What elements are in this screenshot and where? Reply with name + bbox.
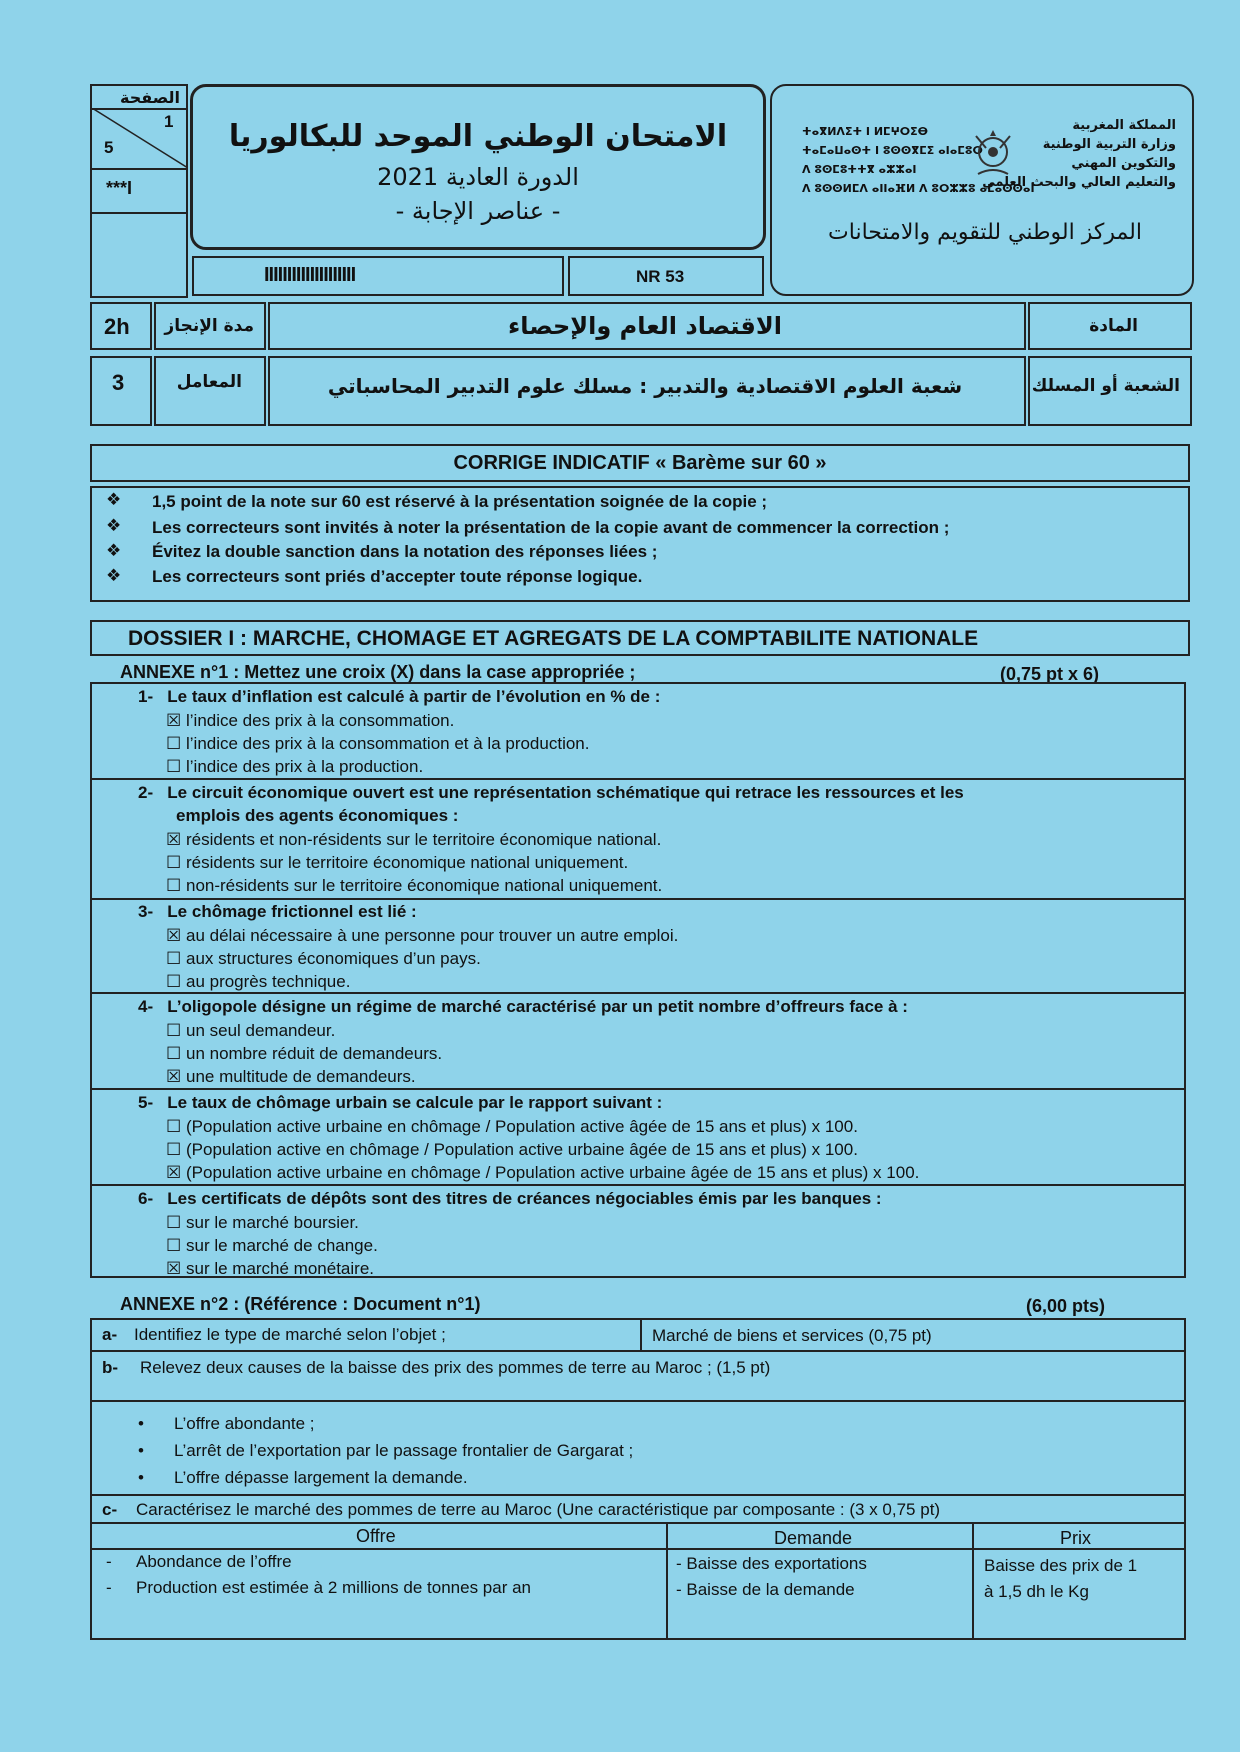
annexe2-points: (6,00 pts) [1026, 1296, 1106, 1316]
ref-code: NR 53 [636, 267, 685, 286]
table-header-offre: Offre [356, 1526, 396, 1546]
option[interactable]: ☐ sur le marché de change. [166, 1236, 378, 1255]
table-header-demande: Demande [774, 1528, 853, 1548]
exam-subtitle: - عناصر الإجابة - [395, 197, 561, 225]
coef-label: المعامل [176, 372, 242, 392]
option[interactable]: ☒ une multitude de demandeurs. [166, 1067, 416, 1086]
offre-dash: - [106, 1578, 112, 1597]
checkbox-empty-icon[interactable]: ☐ [166, 757, 182, 776]
option[interactable]: ☒ résidents et non-résidents sur le territoire économique national. [166, 830, 662, 849]
barcode-box [192, 256, 564, 296]
instruction-bullet: ❖ [106, 516, 122, 535]
branch: شعبة العلوم الاقتصادية والتدبير : مسلك علوم التدبير المحاسباتي [327, 374, 963, 398]
option[interactable]: ☐ (Population active en chômage / Population active urbaine âgée de 15 ans et plus) x 100. [166, 1140, 858, 1159]
subject: الاقتصاد العام والإحصاء [508, 312, 782, 340]
offre-item-2: Production est estimée à 2 millions de tonnes par an [136, 1578, 532, 1597]
page-diagonal [92, 108, 188, 168]
option[interactable]: ☐ résidents sur le territoire économique national uniquement. [166, 853, 629, 872]
duration-value-box [90, 302, 152, 350]
question-5: 5- Le taux de chômage urbain se calcule par le rapport suivant : [138, 1093, 663, 1112]
option[interactable]: ☐ non-résidents sur le territoire économique national uniquement. [166, 876, 663, 895]
ref-code-box [568, 256, 764, 296]
question-2-line2: emplois des agents économiques : [176, 806, 459, 825]
code-mark: ***I [106, 178, 133, 198]
tifinagh-text: ⵜⴰⴳⵍⴷⵉⵜ ⵏ ⵍⵎⵖⵔⵉⴱ ⵜⴰⵎⴰⵡⴰⵙⵜ ⵏ ⵓⵙⵙⴳⵎⵉ ⴰⵏⴰⵎⵓⵔ ⴷ ⵓⵙⵎⵓⵜⵜⴳ ⴰⵣⵣⴰⵏ ⴷ ⵓⵙⵙⵍⵎⴷ ⴰⵏⵏⴰⴼⵍ ⴷ ⵓⵔⵣⵣⵓ ⴰⵎⴰⵙⵙⴰⵏ [802, 125, 1035, 195]
option[interactable]: ☐ sur le marché boursier. [166, 1213, 359, 1232]
option[interactable]: ☐ un nombre réduit de demandeurs. [166, 1044, 443, 1063]
dossier-title: DOSSIER I : MARCHE, CHOMAGE ET AGREGATS DE LA COMPTABILITE NATIONALE [128, 627, 979, 650]
question-3: 3- Le chômage frictionnel est lié : [138, 902, 417, 921]
checkbox-checked-icon[interactable]: ☒ [166, 926, 182, 945]
checkbox-empty-icon[interactable]: ☐ [166, 949, 182, 968]
exam-title: الامتحان الوطني الموحد للبكالوريا [228, 119, 728, 154]
b-question: Relevez deux causes de la baisse des prix des pommes de terre au Maroc ; (1,5 pt) [140, 1358, 771, 1377]
subject-label: المادة [1089, 316, 1138, 336]
a-label: a- [102, 1325, 118, 1344]
annexe1-points: (0,75 pt x 6) [1000, 664, 1100, 684]
bullet-icon: • [138, 1441, 144, 1460]
branch-label: الشعبة أو المسلك [1031, 376, 1180, 396]
market-table [90, 1522, 1186, 1640]
c-question: Caractérisez le marché des pommes de terre au Maroc (Une caractéristique par composante : (3 x 0,75 pt) [136, 1500, 941, 1519]
offre-dash: - [106, 1552, 112, 1571]
duration-label: مدة الإنجاز [164, 316, 254, 336]
checkbox-empty-icon[interactable]: ☐ [166, 1021, 182, 1040]
option[interactable]: ☐ (Population active urbaine en chômage / Population active âgée de 15 ans et plus) x 100. [166, 1117, 858, 1136]
ministry-text: المملكة المغربية وزارة التربية الوطنية والتكوين المهني والتعليم العالي والبحث العلمي [982, 118, 1176, 190]
corrige-title: CORRIGE INDICATIF « Barème sur 60 » [453, 452, 827, 474]
option[interactable]: ☒ l’indice des prix à la consommation. [166, 711, 455, 730]
annexe2-a-row [90, 1318, 1186, 1352]
option[interactable]: ☐ aux structures économiques d’un pays. [166, 949, 481, 968]
offre-item-1: Abondance de l’offre [136, 1552, 292, 1571]
option[interactable]: ☒ sur le marché monétaire. [166, 1259, 375, 1278]
checkbox-empty-icon[interactable]: ☐ [166, 853, 182, 872]
demande-item-1: - Baisse des exportations [676, 1554, 867, 1573]
option[interactable]: ☐ au progrès technique. [166, 972, 351, 991]
bullet-icon: • [138, 1468, 144, 1487]
checkbox-checked-icon[interactable]: ☒ [166, 830, 182, 849]
branch-box [268, 356, 1026, 426]
option[interactable]: ☐ l’indice des prix à la consommation et à la production. [166, 734, 590, 753]
option[interactable]: ☒ (Population active urbaine en chômage / Population active urbaine âgée de 15 ans et plus) x 100. [166, 1163, 920, 1182]
checkbox-empty-icon[interactable]: ☐ [166, 1213, 182, 1232]
checkbox-checked-icon[interactable]: ☒ [166, 711, 182, 730]
b-label: b- [102, 1358, 119, 1377]
option[interactable]: ☐ l’indice des prix à la production. [166, 757, 424, 776]
coef-value: 3 [112, 370, 125, 395]
coef-label-box [154, 356, 266, 426]
ministry-box [770, 84, 1194, 296]
page-total: 5 [104, 138, 114, 157]
page-label: الصفحة [119, 88, 180, 107]
checkbox-checked-icon[interactable]: ☒ [166, 1259, 182, 1278]
instructions-box: ❖ 1,5 point de la note sur 60 est réservé à la présentation soignée de la copie ; ❖ Les correcteurs sont invités à noter la présentation de la copie avant de commencer la correction ; ❖ Évitez la double sanction dans la notation des réponses liées ; ❖ Les correcteurs sont priés d’accepter toute réponse logique. [90, 486, 1190, 602]
option[interactable]: ☐ un seul demandeur. [166, 1021, 336, 1040]
bullet-icon: • [138, 1414, 144, 1433]
subject-label-box [1028, 302, 1192, 350]
duration-label-box [154, 302, 266, 350]
checkbox-empty-icon[interactable]: ☐ [166, 1236, 182, 1255]
checkbox-empty-icon[interactable]: ☐ [166, 734, 182, 753]
dossier-title-box [90, 620, 1190, 656]
question-1: 1- Le taux d’inflation est calculé à partir de l’évolution en % de : [138, 687, 661, 706]
question-6: 6- Les certificats de dépôts sont des titres de créances négociables émis par les banques : [138, 1189, 882, 1208]
checkbox-empty-icon[interactable]: ☐ [166, 1117, 182, 1136]
exam-session: الدورة العادية 2021 [377, 163, 579, 191]
center-name: المركز الوطني للتقويم والامتحانات [828, 220, 1142, 245]
a-question: Identifiez le type de marché selon l’objet ; [134, 1325, 446, 1344]
checkbox-checked-icon[interactable]: ☒ [166, 1067, 182, 1086]
annexe1-title: ANNEXE n°1 : Mettez une croix (X) dans la case appropriée ; [120, 662, 636, 682]
page-number-box [90, 84, 188, 298]
checkbox-empty-icon[interactable]: ☐ [166, 1044, 182, 1063]
barcode: IIIIIIIIIIIIIIIIIIII [264, 264, 356, 286]
checkbox-empty-icon[interactable]: ☐ [166, 876, 182, 895]
corrige-title-box [90, 444, 1190, 482]
coef-value-box [90, 356, 152, 426]
exam-title-box [190, 84, 766, 250]
page-number: 1 [164, 112, 174, 131]
question-2: 2- Le circuit économique ouvert est une représentation schématique qui retrace les ressources et les [138, 783, 964, 802]
a-answer: Marché de biens et services (0,75 pt) [652, 1326, 932, 1345]
annexe2-title: ANNEXE n°2 : (Référence : Document n°1) [120, 1294, 481, 1314]
checkbox-empty-icon[interactable]: ☐ [166, 972, 182, 991]
duration-value: 2h [104, 314, 130, 339]
annexe2-c-row [90, 1494, 1186, 1524]
prix-line-2: à 1,5 dh le Kg [984, 1582, 1089, 1601]
question-4: 4- L’oligopole désigne un régime de marché caractérisé par un petit nombre d’offreurs face à : [138, 997, 908, 1016]
demande-item-2: - Baisse de la demande [676, 1580, 855, 1599]
instruction-bullet: ❖ [106, 566, 122, 585]
prix-line-1: Baisse des prix de 1 [984, 1556, 1138, 1575]
instruction-bullet: ❖ [106, 541, 122, 560]
c-label: c- [102, 1500, 118, 1519]
checkbox-checked-icon[interactable]: ☒ [166, 1163, 182, 1182]
branch-label-box [1028, 356, 1192, 426]
instruction-bullet: ❖ [106, 490, 122, 509]
subject-box [268, 302, 1026, 350]
option[interactable]: ☒ au délai nécessaire à une personne pour trouver un autre emploi. [166, 926, 679, 945]
checkbox-empty-icon[interactable]: ☐ [166, 1140, 182, 1159]
table-header-prix: Prix [1060, 1528, 1091, 1548]
